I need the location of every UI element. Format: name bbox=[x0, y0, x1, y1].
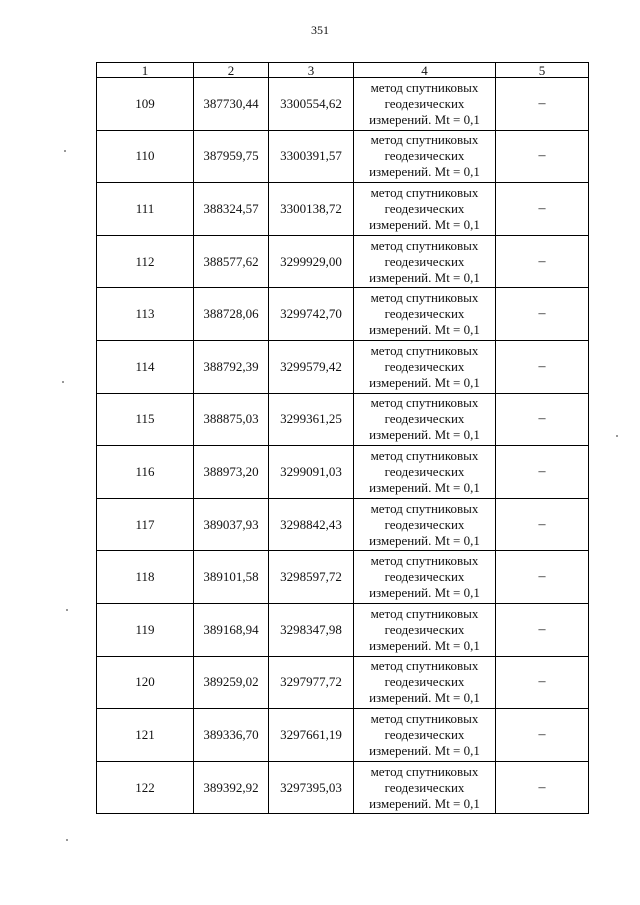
method-line: измерений. Mt = 0,1 bbox=[369, 742, 480, 758]
method-line: метод спутниковых bbox=[370, 342, 479, 358]
method-line: геодезических bbox=[384, 621, 465, 637]
table-row bbox=[97, 551, 589, 604]
y-coordinate-cell: 3298842,43 bbox=[269, 498, 354, 551]
table-row bbox=[97, 183, 589, 236]
method-line: измерений. Mt = 0,1 bbox=[369, 690, 480, 706]
y-coordinate-cell: 3300554,62 bbox=[269, 78, 354, 131]
method-line: измерений. Mt = 0,1 bbox=[369, 216, 480, 232]
method-cell bbox=[354, 183, 496, 236]
method-cell bbox=[354, 656, 496, 709]
method-cell bbox=[354, 446, 496, 499]
y-coordinate-cell: 3297395,03 bbox=[269, 761, 354, 814]
method-cell bbox=[354, 340, 496, 393]
column-header-2: 2 bbox=[194, 63, 269, 78]
description-cell: – bbox=[496, 603, 589, 656]
table-row bbox=[97, 761, 589, 814]
table-row bbox=[97, 393, 589, 446]
point-number-cell: 109 bbox=[97, 78, 194, 131]
x-coordinate-cell: 387730,44 bbox=[194, 78, 269, 131]
x-coordinate-cell: 389168,94 bbox=[194, 603, 269, 656]
method-line: измерений. Mt = 0,1 bbox=[369, 269, 480, 285]
description-cell: – bbox=[496, 393, 589, 446]
table-row bbox=[97, 288, 589, 341]
column-header-3: 3 bbox=[269, 63, 354, 78]
table-row bbox=[97, 446, 589, 499]
column-header-1: 1 bbox=[97, 63, 194, 78]
method-line: измерений. Mt = 0,1 bbox=[369, 322, 480, 338]
y-coordinate-cell: 3298347,98 bbox=[269, 603, 354, 656]
method-line: геодезических bbox=[384, 569, 465, 585]
table-row bbox=[97, 709, 589, 762]
table-row bbox=[97, 340, 589, 393]
method-line: геодезических bbox=[384, 253, 465, 269]
x-coordinate-cell: 389101,58 bbox=[194, 551, 269, 604]
method-line: метод спутниковых bbox=[370, 605, 479, 621]
method-line: геодезических bbox=[384, 463, 465, 479]
description-cell: – bbox=[496, 288, 589, 341]
description-cell: – bbox=[496, 656, 589, 709]
description-cell: – bbox=[496, 235, 589, 288]
method-line: измерений. Mt = 0,1 bbox=[369, 637, 480, 653]
point-number-cell: 119 bbox=[97, 603, 194, 656]
x-coordinate-cell: 387959,75 bbox=[194, 130, 269, 183]
point-number-cell: 114 bbox=[97, 340, 194, 393]
method-line: геодезических bbox=[384, 148, 465, 164]
point-number-cell: 121 bbox=[97, 709, 194, 762]
y-coordinate-cell: 3297977,72 bbox=[269, 656, 354, 709]
method-line: метод спутниковых bbox=[370, 290, 479, 306]
method-line: геодезических bbox=[384, 306, 465, 322]
method-line: геодезических bbox=[384, 95, 465, 111]
description-cell: – bbox=[496, 551, 589, 604]
method-cell bbox=[354, 235, 496, 288]
method-line: метод спутниковых bbox=[370, 395, 479, 411]
method-line: геодезических bbox=[384, 200, 465, 216]
method-line: метод спутниковых bbox=[370, 500, 479, 516]
table-row bbox=[97, 498, 589, 551]
point-number-cell: 116 bbox=[97, 446, 194, 499]
method-line: измерений. Mt = 0,1 bbox=[369, 374, 480, 390]
method-line: измерений. Mt = 0,1 bbox=[369, 164, 480, 180]
y-coordinate-cell: 3299091,03 bbox=[269, 446, 354, 499]
point-number-cell: 120 bbox=[97, 656, 194, 709]
scan-speck bbox=[62, 381, 64, 383]
method-line: геодезических bbox=[384, 411, 465, 427]
point-number-cell: 112 bbox=[97, 235, 194, 288]
method-line: метод спутниковых bbox=[370, 710, 479, 726]
column-header-4: 4 bbox=[354, 63, 496, 78]
column-header-5: 5 bbox=[496, 63, 589, 78]
method-line: метод спутниковых bbox=[370, 184, 479, 200]
method-cell bbox=[354, 288, 496, 341]
description-cell: – bbox=[496, 340, 589, 393]
x-coordinate-cell: 389259,02 bbox=[194, 656, 269, 709]
point-number-cell: 113 bbox=[97, 288, 194, 341]
method-line: измерений. Mt = 0,1 bbox=[369, 532, 480, 548]
x-coordinate-cell: 388875,03 bbox=[194, 393, 269, 446]
method-line: метод спутниковых bbox=[370, 79, 479, 95]
point-number-cell: 115 bbox=[97, 393, 194, 446]
point-number-cell: 117 bbox=[97, 498, 194, 551]
method-line: метод спутниковых bbox=[370, 132, 479, 148]
method-cell bbox=[354, 709, 496, 762]
method-line: метод спутниковых bbox=[370, 553, 479, 569]
method-cell bbox=[354, 130, 496, 183]
scan-speck bbox=[64, 150, 66, 152]
description-cell: – bbox=[496, 183, 589, 236]
scan-speck bbox=[66, 839, 68, 841]
table-header-row bbox=[97, 63, 589, 78]
method-line: измерений. Mt = 0,1 bbox=[369, 585, 480, 601]
point-number-cell: 118 bbox=[97, 551, 194, 604]
method-line: измерений. Mt = 0,1 bbox=[369, 427, 480, 443]
x-coordinate-cell: 388324,57 bbox=[194, 183, 269, 236]
method-cell bbox=[354, 78, 496, 131]
scan-speck bbox=[616, 435, 618, 437]
method-line: измерений. Mt = 0,1 bbox=[369, 479, 480, 495]
method-cell bbox=[354, 551, 496, 604]
table-row bbox=[97, 78, 589, 131]
description-cell: – bbox=[496, 446, 589, 499]
table-row bbox=[97, 656, 589, 709]
point-number-cell: 122 bbox=[97, 761, 194, 814]
y-coordinate-cell: 3297661,19 bbox=[269, 709, 354, 762]
method-line: геодезических bbox=[384, 726, 465, 742]
point-number-cell: 110 bbox=[97, 130, 194, 183]
y-coordinate-cell: 3299929,00 bbox=[269, 235, 354, 288]
x-coordinate-cell: 388792,39 bbox=[194, 340, 269, 393]
method-line: геодезических bbox=[384, 516, 465, 532]
x-coordinate-cell: 388728,06 bbox=[194, 288, 269, 341]
method-line: измерений. Mt = 0,1 bbox=[369, 795, 480, 811]
table-row bbox=[97, 603, 589, 656]
description-cell: – bbox=[496, 498, 589, 551]
method-cell bbox=[354, 603, 496, 656]
method-line: метод спутниковых bbox=[370, 658, 479, 674]
method-line: геодезических bbox=[384, 674, 465, 690]
method-cell bbox=[354, 393, 496, 446]
table-row bbox=[97, 235, 589, 288]
x-coordinate-cell: 388577,62 bbox=[194, 235, 269, 288]
x-coordinate-cell: 389392,92 bbox=[194, 761, 269, 814]
description-cell: – bbox=[496, 709, 589, 762]
y-coordinate-cell: 3298597,72 bbox=[269, 551, 354, 604]
y-coordinate-cell: 3299742,70 bbox=[269, 288, 354, 341]
method-cell bbox=[354, 498, 496, 551]
x-coordinate-cell: 389336,70 bbox=[194, 709, 269, 762]
method-line: геодезических bbox=[384, 358, 465, 374]
method-cell bbox=[354, 761, 496, 814]
table-row bbox=[97, 130, 589, 183]
point-number-cell: 111 bbox=[97, 183, 194, 236]
x-coordinate-cell: 388973,20 bbox=[194, 446, 269, 499]
y-coordinate-cell: 3299361,25 bbox=[269, 393, 354, 446]
method-line: метод спутниковых bbox=[370, 447, 479, 463]
method-line: метод спутниковых bbox=[370, 237, 479, 253]
description-cell: – bbox=[496, 761, 589, 814]
method-line: измерений. Mt = 0,1 bbox=[369, 111, 480, 127]
y-coordinate-cell: 3300138,72 bbox=[269, 183, 354, 236]
y-coordinate-cell: 3299579,42 bbox=[269, 340, 354, 393]
scan-speck bbox=[66, 609, 68, 611]
description-cell: – bbox=[496, 78, 589, 131]
description-cell: – bbox=[496, 130, 589, 183]
y-coordinate-cell: 3300391,57 bbox=[269, 130, 354, 183]
x-coordinate-cell: 389037,93 bbox=[194, 498, 269, 551]
coordinates-table bbox=[96, 62, 589, 814]
method-line: геодезических bbox=[384, 779, 465, 795]
method-line: метод спутниковых bbox=[370, 763, 479, 779]
page-number: 351 bbox=[311, 23, 329, 37]
